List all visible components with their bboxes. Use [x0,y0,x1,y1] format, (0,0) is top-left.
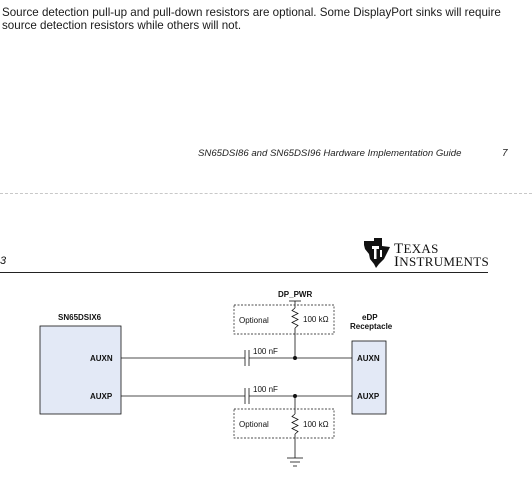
receptacle-label-line1: eDP [362,313,378,322]
resistor-top-value: 100 kΩ [303,315,329,324]
auxp-junction-dot [293,394,297,398]
receptacle-pin-auxn: AUXN [357,354,380,363]
logo-line-instruments: INSTRUMENTS [394,254,489,270]
previous-page [0,0,532,193]
header-page-number: 3 [0,255,7,267]
page-separator [0,193,532,194]
dp-pwr-label: DP_PWR [278,290,313,299]
chip-label: SN65DSIX6 [58,313,102,322]
body-paragraph: Source detection pull-up and pull-down resistors are optional. Some DisplayPort sinks will require source detection resistors while others will not. [2,6,501,32]
footer-document-title: SN65DSI86 and SN65DSI96 Hardware Implementation Guide [198,148,462,159]
auxp-trace [121,388,352,404]
footer-page-number: 7 [502,148,508,159]
aux-channel-schematic [0,196,532,480]
current-page [0,196,532,480]
logo-line-texas: TEXAS [394,241,439,257]
chip-pin-auxn: AUXN [90,354,113,363]
chip-pin-auxp: AUXP [90,392,113,401]
auxn-junction-dot [293,356,297,360]
optional-label-top: Optional [239,316,269,325]
capacitor-auxn-value: 100 nF [253,347,278,356]
resistor-bottom-value: 100 kΩ [303,420,329,429]
receptacle-label-line2: Receptacle [350,322,393,331]
pullup-network [289,301,301,358]
auxn-trace [121,350,352,366]
pulldown-network [287,396,303,466]
optional-label-bottom: Optional [239,420,269,429]
receptacle-block [352,341,386,414]
capacitor-auxp-value: 100 nF [253,385,278,394]
receptacle-pin-auxp: AUXP [357,392,380,401]
